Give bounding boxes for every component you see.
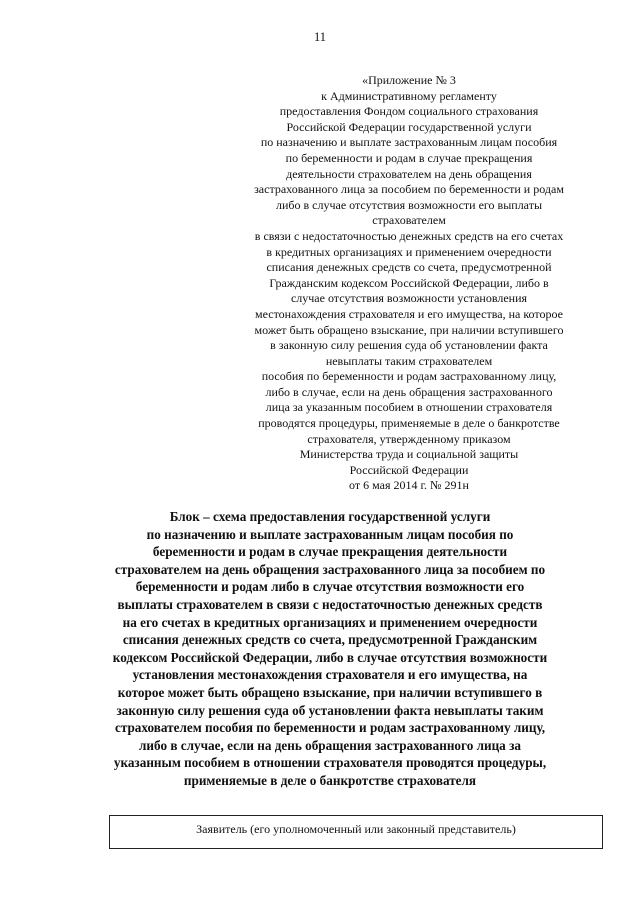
scheme-title-line: на его счетах в кредитных организациях и применением очередности — [122, 614, 538, 630]
scheme-title — [70, 508, 590, 790]
appendix-header — [228, 73, 590, 494]
appendix-line: списания денежных средств со счета, предусмотренной — [266, 260, 552, 275]
applicant-box-label: Заявитель (его уполномоченный или законный представитель) — [196, 822, 516, 836]
appendix-line: к Административному регламенту — [321, 88, 497, 103]
scheme-title-line: страхователем на день обращения застрахованного лица за пособием по — [114, 561, 546, 577]
appendix-line: от 6 мая 2014 г. № 291н — [349, 478, 469, 493]
appendix-line: Российской Федерации — [349, 462, 469, 477]
appendix-line: невыплаты таким страхователем — [325, 353, 493, 368]
scheme-title-line: законную силу решения суда об установлении факта невыплаты таким — [116, 702, 544, 718]
appendix-line: Министерства труда и социальной защиты — [299, 447, 519, 462]
appendix-line: Российской Федерации государственной услуги — [286, 119, 532, 134]
appendix-line: застрахованного лица за пособием по беременности и родам — [254, 182, 564, 197]
applicant-box — [109, 815, 603, 849]
appendix-line: либо в случае, если на день обращения застрахованного — [265, 384, 553, 399]
appendix-line: либо в случае отсутствия возможности его выплаты — [275, 197, 542, 212]
scheme-title-line: кодексом Российской Федерации, либо в случае отсутствия возможности — [112, 649, 548, 665]
page-number: 11 — [313, 30, 327, 44]
appendix-line: проводятся процедуры, применяемые в деле о банкротстве — [258, 416, 560, 431]
scheme-title-line: установления местонахождения страхователя и его имущества, на — [132, 667, 528, 683]
scheme-title-line: списания денежных средств со счета, предусмотренной Гражданским — [122, 632, 538, 648]
appendix-line: страхователя, утвержденному приказом — [307, 431, 511, 446]
scheme-title-line: применяемые в деле о банкротстве страхователя — [183, 772, 477, 788]
appendix-line: в связи с недостаточностью денежных средств на его счетах — [254, 228, 564, 243]
scheme-title-line: которое может быть обращено взыскание, при наличии вступившего в — [117, 684, 543, 700]
appendix-line: деятельности страхователем на день обращения — [286, 166, 532, 181]
scheme-title-line: страхователем пособия по беременности и родам застрахованному лицу, — [114, 720, 546, 736]
appendix-line: может быть обращено взыскание, при наличии вступившего — [254, 322, 564, 337]
appendix-line: страхователем — [372, 213, 446, 228]
appendix-line: по беременности и родам в случае прекращения — [285, 150, 533, 165]
appendix-line: пособия по беременности и родам застрахованному лицу, — [261, 369, 557, 384]
scheme-title-line: по назначению и выплате застрахованным лицам пособия по — [146, 526, 514, 542]
appendix-line: Гражданским кодексом Российской Федерации, либо в — [269, 275, 549, 290]
scheme-title-line: беременности и родам либо в случае отсутствия возможности его — [135, 579, 525, 595]
appendix-line: по назначению и выплате застрахованным лицам пособия — [260, 135, 558, 150]
appendix-line: в законную силу решения суда об установлении факта — [270, 338, 548, 353]
appendix-line: местонахождения страхователя и его имущества, на которое — [255, 306, 563, 321]
scheme-title-line: выплаты страхователем в связи с недостаточностью денежных средств — [117, 596, 543, 612]
scheme-title-line: Блок – схема предоставления государственной услуги — [169, 509, 491, 524]
appendix-line: лица за указанным пособием в отношении страхователя — [265, 400, 553, 415]
appendix-line: «Приложение № 3 — [362, 73, 456, 87]
appendix-line: предоставления Фондом социального страхования — [279, 104, 539, 119]
scheme-title-line: указанным пособием в отношении страхователя проводятся процедуры, — [113, 755, 547, 771]
appendix-line: случае отсутствия возможности установления — [290, 291, 528, 306]
appendix-line: в кредитных организациях и применением очередности — [266, 244, 552, 259]
scheme-title-line: беременности и родам в случае прекращения деятельности — [152, 544, 508, 560]
scheme-title-line: либо в случае, если на день обращения застрахованного лица за — [139, 737, 521, 753]
